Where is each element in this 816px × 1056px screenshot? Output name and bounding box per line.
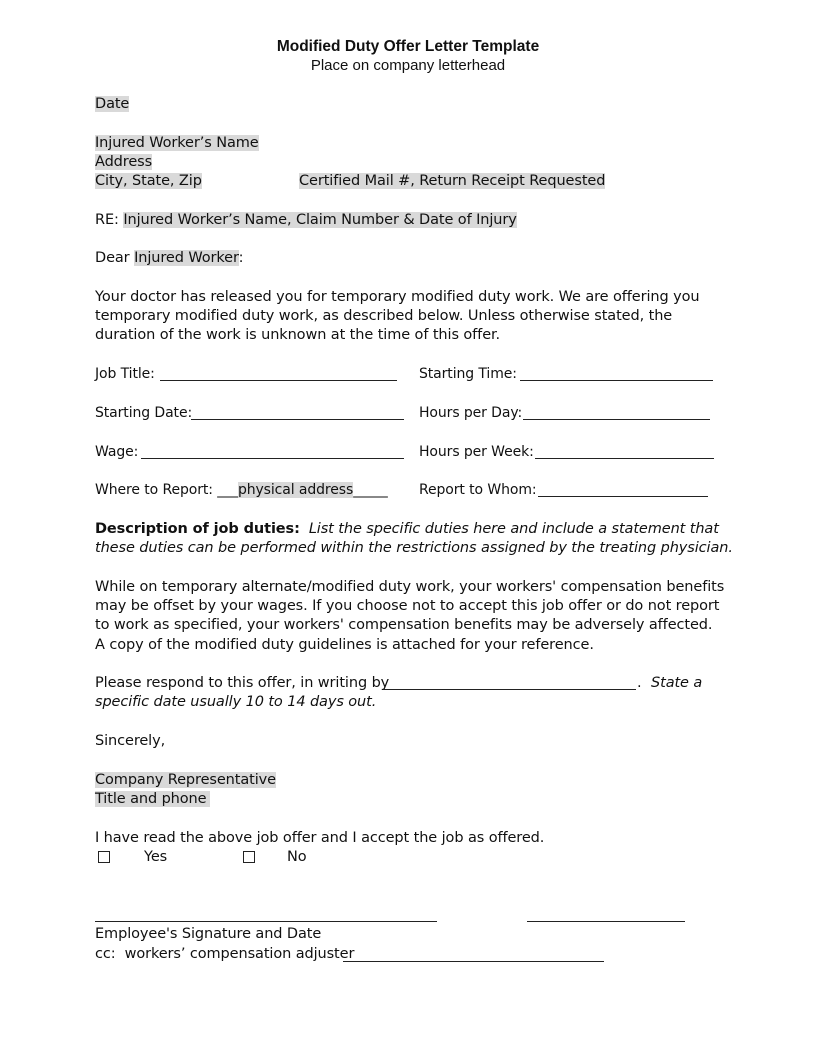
document-subtitle: Place on company letterhead bbox=[310, 57, 506, 74]
signature-blank[interactable] bbox=[95, 921, 437, 922]
respond-note-1: State a bbox=[651, 675, 703, 691]
no-checkbox[interactable] bbox=[243, 851, 255, 863]
yes-label: Yes bbox=[144, 849, 168, 865]
job-title-blank[interactable] bbox=[160, 380, 397, 381]
no-label: No bbox=[287, 849, 307, 865]
hours-per-week-blank[interactable] bbox=[535, 458, 714, 459]
title-phone-line bbox=[95, 790, 210, 809]
wage-label: Wage: bbox=[95, 444, 139, 460]
yes-checkbox[interactable] bbox=[98, 851, 110, 863]
hours-per-day-label: Hours per Day: bbox=[419, 405, 523, 421]
starting-date-label: Starting Date: bbox=[95, 405, 193, 421]
signature-label: Employee's Signature and Date bbox=[95, 926, 322, 942]
recipient-city: City, State, Zip bbox=[95, 173, 202, 189]
benefits-line-2: may be offset by your wages. If you choose not to accept this job offer or do not report bbox=[95, 598, 720, 614]
acceptance-statement: I have read the above job offer and I accept the job as offered. bbox=[95, 830, 545, 846]
document-title: Modified Duty Offer Letter Template bbox=[276, 38, 540, 55]
respond-note-2: specific date usually 10 to 14 days out. bbox=[95, 694, 377, 710]
title-and-phone: Title and phone bbox=[95, 791, 210, 807]
salutation-colon: : bbox=[238, 250, 244, 266]
recipient-address: Address bbox=[95, 154, 153, 170]
salutation-name: Injured Worker bbox=[134, 250, 239, 266]
recipient-city-line bbox=[95, 172, 202, 191]
re-subject: Injured Worker’s Name, Claim Number & Date of Injury bbox=[123, 212, 517, 228]
salutation bbox=[95, 249, 243, 268]
benefits-line-3: to work as specified, your workers' compensation benefits may be adversely affected. bbox=[95, 617, 713, 633]
date-line bbox=[95, 95, 129, 114]
respond-date-blank[interactable] bbox=[384, 689, 636, 690]
report-blank-pre[interactable]: ___ bbox=[217, 482, 238, 498]
intro-line-3: duration of the work is unknown at the time of this offer. bbox=[95, 327, 501, 343]
certified-mail-line bbox=[299, 172, 605, 191]
intro-line-2: temporary modified duty work, as described below. Unless otherwise stated, the bbox=[95, 308, 673, 324]
signature-date-blank[interactable] bbox=[527, 921, 685, 922]
re-line bbox=[95, 211, 517, 230]
recipient-name: Injured Worker’s Name bbox=[95, 135, 259, 151]
company-rep-line bbox=[95, 771, 276, 790]
starting-time-label: Starting Time: bbox=[419, 366, 517, 382]
report-to-whom-label: Report to Whom: bbox=[419, 482, 537, 498]
report-to-whom-blank[interactable] bbox=[538, 496, 708, 497]
report-blank-post[interactable]: _____ bbox=[353, 482, 388, 498]
benefits-line-1: While on temporary alternate/modified duty work, your workers' compensation benefits bbox=[95, 579, 725, 595]
duties-instructions-1: List the specific duties here and include a statement that bbox=[308, 521, 719, 537]
wage-blank[interactable] bbox=[141, 458, 404, 459]
company-representative: Company Representative bbox=[95, 772, 276, 788]
duties-instructions-2: these duties can be performed within the restrictions assigned by the treating physician. bbox=[95, 540, 733, 556]
hours-per-week-label: Hours per Week: bbox=[419, 444, 534, 460]
intro-line-1: Your doctor has released you for temporary modified duty work. We are offering you bbox=[95, 289, 700, 305]
certified-mail: Certified Mail #, Return Receipt Requested bbox=[299, 173, 606, 189]
respond-text: Please respond to this offer, in writing by bbox=[95, 675, 390, 691]
hours-per-day-blank[interactable] bbox=[523, 419, 710, 420]
recipient-address-line bbox=[95, 153, 152, 172]
cc-text: workers’ compensation adjuster bbox=[124, 946, 355, 962]
benefits-line-4: A copy of the modified duty guidelines is attached for your reference. bbox=[95, 637, 594, 653]
cc-line bbox=[95, 945, 354, 964]
salutation-dear: Dear bbox=[95, 250, 130, 266]
where-to-report-line bbox=[95, 481, 388, 500]
starting-time-blank[interactable] bbox=[520, 380, 713, 381]
date-placeholder: Date bbox=[95, 96, 130, 112]
recipient-name-line bbox=[95, 134, 259, 153]
respond-period: . bbox=[637, 675, 642, 691]
cc-prefix: cc: bbox=[95, 946, 116, 962]
physical-address: physical address bbox=[237, 482, 354, 498]
starting-date-blank[interactable] bbox=[191, 419, 404, 420]
duties-label: Description of job duties: bbox=[95, 521, 300, 537]
where-to-report-label: Where to Report: bbox=[95, 482, 213, 498]
cc-adjuster-blank[interactable] bbox=[343, 961, 604, 962]
sincerely: Sincerely, bbox=[95, 733, 166, 749]
job-title-label: Job Title: bbox=[95, 366, 155, 382]
re-prefix: RE: bbox=[95, 212, 119, 228]
duties-line-1 bbox=[95, 520, 719, 539]
